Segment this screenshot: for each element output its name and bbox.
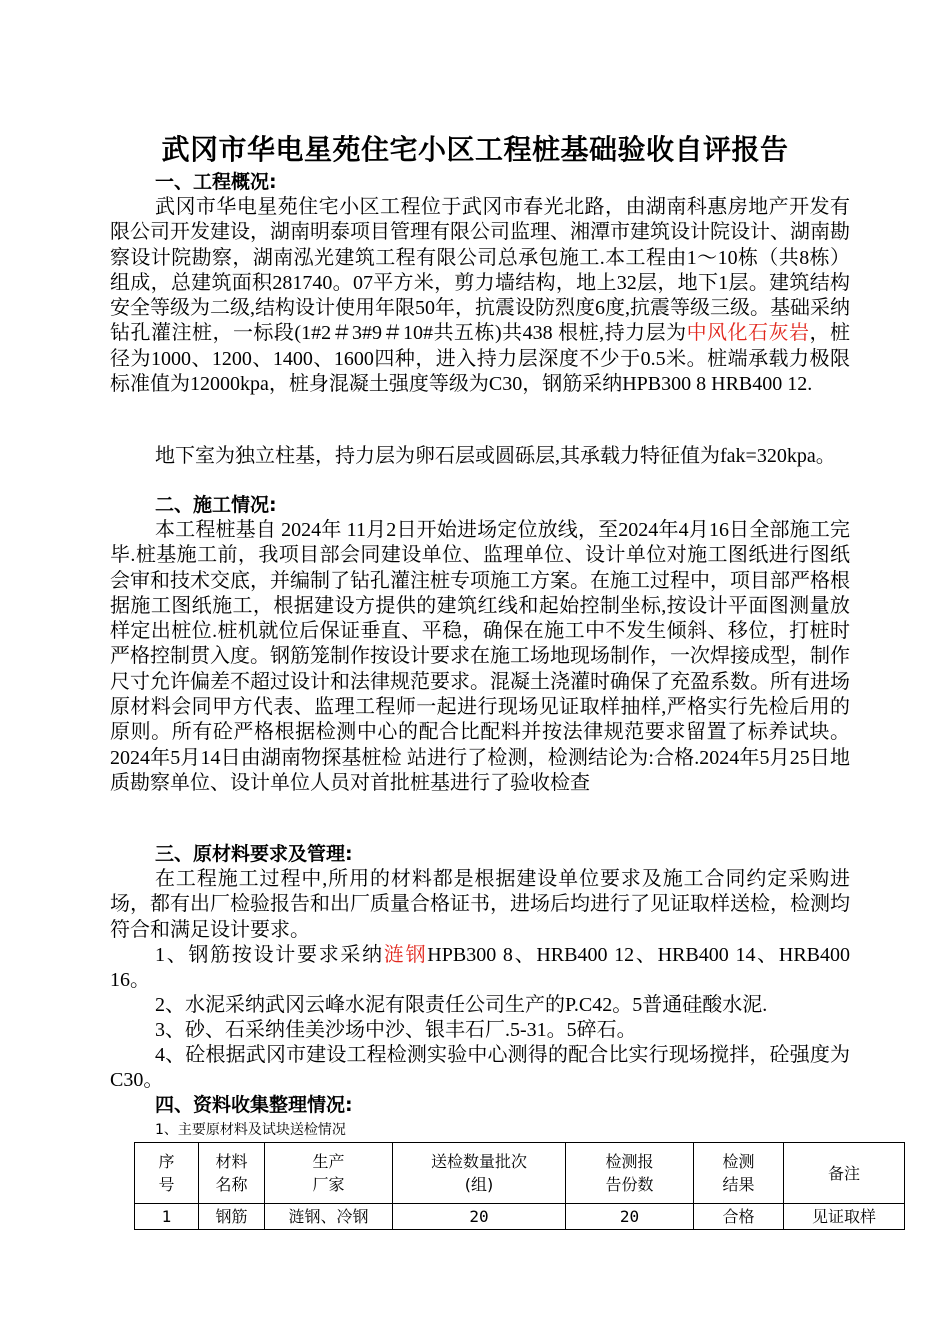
- section-4-subheading: 1、主要原材料及试块送检情况: [155, 1122, 346, 1138]
- section-1-heading: 一、工程概况:: [155, 171, 277, 193]
- header-cell: 送检数量批次 (组): [393, 1143, 566, 1204]
- item-1-text-a: 1、钢筋按设计要求采纳: [155, 944, 384, 966]
- section-1-text-b: ，桩径为1000、1200、1400、1600四种，进入持力层深度不少于0.5米。桩端承载力极限标准值为12000kpa，桩身混凝土强度等级为C30，钢筋采纳HPB300 8 HRB400 12.: [110, 322, 851, 396]
- table-cell: 合格: [694, 1204, 784, 1230]
- section-3-heading: 三、原材料要求及管理:: [155, 843, 353, 865]
- section-1-text-a: 武冈市华电星苑住宅小区工程位于武冈市春光北路，由湖南科惠房地产开发有限公司开发建设，湖南明泰项目管理有限公司监理、湘潭市建筑设计院设计、湖南勘察设计院勘察，湖南泓光建筑工程有限公司总承包施工.本工程由1～10栋（共8栋）组成，总建筑面积281740。07平方米，剪力墙结构，地上32层，地下1层。建筑结构安全等级为二级,结构设计使用年限50年，抗震设防烈度6度,抗震等级三级。基础采纳钻孔灌注桩，一标段(1#2＃3#9＃10#共五栋)共438 根桩,持力层为: [110, 196, 850, 345]
- section-3-item-2: 2、水泥采纳武冈云峰水泥有限责任公司生产的P.C42。5普通硅酸水泥.: [155, 994, 768, 1016]
- section-3-item-1: [110, 943, 850, 994]
- table-cell: 1: [135, 1204, 199, 1230]
- section-2-paragraph: 本工程桩基自 2024年 11月2日开始进场定位放线，至2024年4月16日全部施工完毕.桩基施工前，我项目部会同建设单位、监理单位、设计单位对施工图纸进行图纸会审和技术交底，并编制了钻孔灌注桩专项施工方案。在施工过程中，项目部严格根据施工图纸施工，根据建设方提供的建筑红线和起始控制坐标,按设计平面图测量放样定出桩位.桩机就位后保证垂直、平稳，确保在施工中不发生倾斜、移位，打桩时严格控制贯入度。钢筋笼制作按设计要求在施工场地现场制作，一次焊接成型，制作尺寸允许偏差不超过设计和法律规范要求。混凝土浇灌时确保了充盈系数。所有进场原材料会同甲方代表、监理工程师一起进行现场见证取样抽样,严格实行先检后用的原则。所有砼严格根据检测中心的配合比配料并按法律规范要求留置了标养试块。 2024年5月14日由湖南物探基桩检 站进行了检测，检测结论为:合格.2024年5月25日地质勘察单位、设计单位人员对首批桩基进行了验收检查: [110, 519, 850, 794]
- steel-supplier-highlight: 涟钢: [383, 944, 428, 966]
- materials-table: [134, 1142, 905, 1230]
- table-cell: 见证取样: [784, 1204, 905, 1230]
- table-cell: 涟钢、冷钢: [265, 1204, 393, 1230]
- section-3-item-4: 4、砼根据武冈市建设工程检测实验中心测得的配合比实行现场搅拌，砼强度为C30。: [110, 1044, 850, 1092]
- table-header-row: [135, 1143, 905, 1204]
- table-cell: 20: [566, 1204, 694, 1230]
- header-cell: 生产 厂家: [265, 1143, 393, 1204]
- header-cell: 备注: [784, 1143, 905, 1204]
- header-cell: 检测 结果: [694, 1143, 784, 1204]
- table-row: [135, 1204, 905, 1230]
- report-title: 武冈市华电星苑住宅小区工程桩基础验收自评报告: [161, 133, 789, 166]
- section-4-heading: 四、资料收集整理情况:: [155, 1094, 353, 1116]
- table-cell: 钢筋: [199, 1204, 265, 1230]
- header-cell: 材料 名称: [199, 1143, 265, 1204]
- table-cell: 20: [393, 1204, 566, 1230]
- section-2-heading: 二、施工情况:: [155, 494, 277, 516]
- bearing-layer-highlight: 中风化石灰岩: [686, 322, 810, 345]
- section-1-paragraph-1: [110, 195, 850, 397]
- section-1-paragraph-2: 地下室为独立柱基，持力层为卵石层或圆砾层,其承载力特征值为fak=320kpa。: [155, 445, 836, 467]
- section-3-paragraph: 在工程施工过程中,所用的材料都是根据建设单位要求及施工合同约定采购进场，都有出厂检验报告和出厂质量合格证书，进场后均进行了见证取样送检，检测均符合和满足设计要求。: [110, 868, 850, 941]
- header-cell: 序 号: [135, 1143, 199, 1204]
- header-cell: 检测报 告份数: [566, 1143, 694, 1204]
- section-3-item-3: 3、砂、石采纳佳美沙场中沙、银丰石厂.5-31。5碎石。: [155, 1019, 637, 1041]
- item-1-text-b: HPB300 8、HRB400 12、HRB400 14、HRB400 16。: [110, 944, 851, 992]
